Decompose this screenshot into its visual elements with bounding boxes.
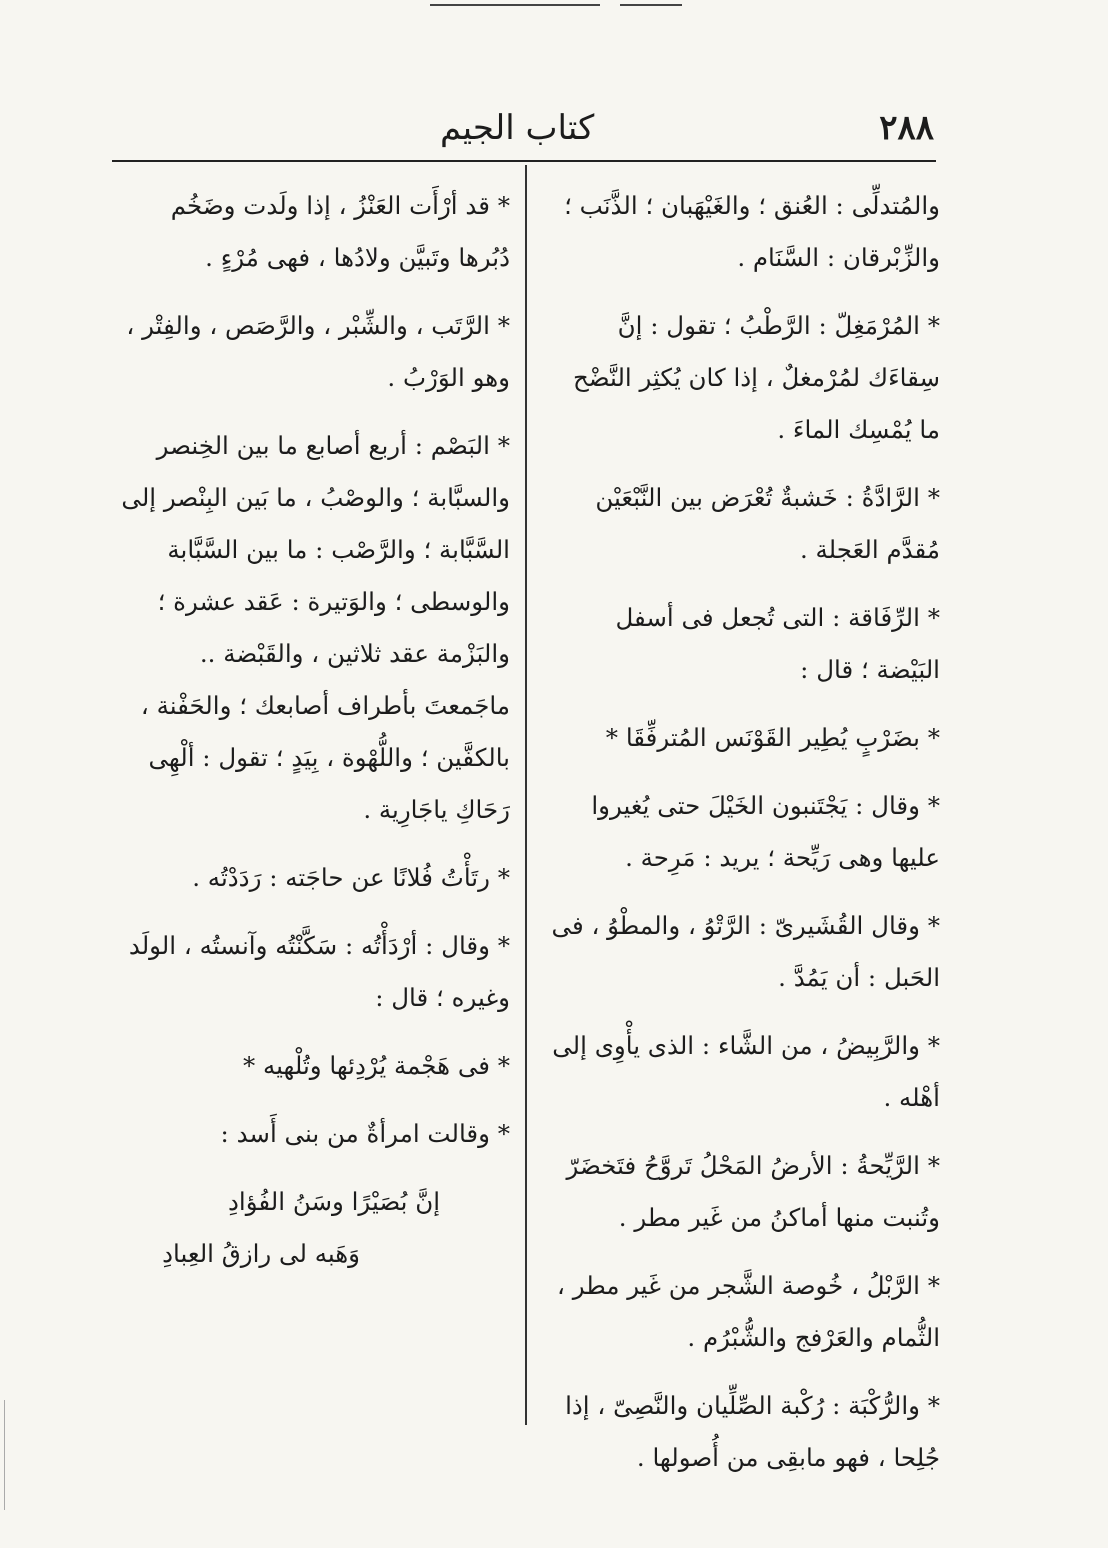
- poem-line: إنَّ بُصَيْرًا وسَنُ الفُؤادِ: [228, 1187, 440, 1216]
- entry-paragraph: * المُرْمَغِلّ : الرَّطْبُ ؛ تقول : إنَّ سِقاءَك لمُرْمغلٌ ، إذا كان يُكثِر النَّضْح ما يُمْسِك الماءَ .: [572, 311, 940, 444]
- entry-paragraph: * الرِّفَاقة : التى تُجعل فى أسفل البَيْضة ؛ قال :: [615, 603, 940, 684]
- entry-paragraph: * الرَّادَّةُ : خَشبةٌ تُعْرَض بين النَّبْعَيْن مُقدَّم العَجلة .: [595, 483, 940, 564]
- margin-line: [4, 1400, 5, 1510]
- entry-paragraph: * البَصْم : أربع أصابع ما بين الخِنصر والسبَّابة ؛ والوصْبُ ، ما بَين البِنْصر إلى السَّبَّابة ؛ والرَّصْب : ما بين السَّبَّابة والوسطى ؛ والوَتيرة : عَقد عشرة ؛ والبَزْمة عقد ثلاثين ، والقَبْضة .. ماجَمعتَ بأطراف أصابعك ؛ والحَفْنة ، بالكفَّين ؛ واللُّهْوة ، بِيَدٍ ؛ تقول : ألْهِى رَحَاكِ ياجَارِية .: [121, 431, 510, 824]
- column-divider: [525, 165, 527, 1425]
- page-number: ٢٨٨: [879, 108, 934, 148]
- header-rule: [112, 160, 936, 162]
- entry-paragraph: * والرُّكْبَة : رُكْبة الصِّلِّيان والنَّصِىّ ، إذا جُلِحا ، فهو مابقِى من أُصولها .: [565, 1391, 940, 1472]
- entry-paragraph: * فى هَجْمة يُرْدِئها وتُلْهيه *: [242, 1051, 510, 1080]
- left-column: [115, 180, 510, 1280]
- book-title: كتاب الجيم: [440, 108, 595, 148]
- entry-paragraph: والمُتدلِّى : العُنق ؛ والغَيْهَبان ؛ الذَّنَب ؛ والزِّبْرقان : السَّنَام .: [564, 191, 940, 272]
- top-edge-mark: [430, 4, 600, 6]
- entry-paragraph: * وقالت امرأةٌ من بنى أَسد :: [220, 1119, 510, 1148]
- top-edge-mark: [620, 4, 682, 6]
- entry-paragraph: * وقال : يَجْتَنبون الخَيْلَ حتى يُغيروا عليها وهى رَيِّحة ؛ يريد : مَرِحة .: [591, 791, 940, 872]
- entry-paragraph: * والرَّبِيضُ ، من الشَّاء : الذى يأْوِى إلى أهْله .: [552, 1031, 940, 1112]
- entry-paragraph: * قد أرْأَت العَنْزُ ، إذا ولَدت وضَخُم دُبُرها وتَبيَّن ولادُها ، فهى مُرْءٍ .: [170, 191, 510, 272]
- entry-paragraph: * الرَّتَب ، والشِّبْر ، والرَّصَص ، والفِتْر ، وهو الوَرْبُ .: [126, 311, 510, 392]
- entry-paragraph: * بضَرْبٍ يُطِير القَوْنَس المُترفِّقَا *: [605, 723, 940, 752]
- right-column: [545, 180, 940, 1500]
- entry-paragraph: * الرَّبْلُ ، خُوصة الشَّجر من غَير مطر ، الثُّمام والعَرْفج والشُّبْرُم .: [557, 1271, 940, 1352]
- entry-paragraph: * الرَّيِّحةُ : الأرضُ المَحْلُ تَروَّحُ فتَخضَرّ وتُنبت منها أماكنُ من غَير مطر .: [566, 1151, 940, 1232]
- entry-paragraph: * وقال القُشَيرىّ : الرَّتْوُ ، والمطْوُ ، فى الحَبل : أن يَمُدَّ .: [551, 911, 940, 992]
- entry-paragraph: * رتَأْتُ فُلانًا عن حاجَته : رَدَدْتُه .: [192, 863, 510, 892]
- entry-paragraph: * وقال : أرْدَأْتُه : سَكَّنْتُه وآنستُه ، الولَد وغيره ؛ قال :: [128, 931, 510, 1012]
- poem-line: وَهَبه لى رازقُ العِبادِ: [162, 1239, 360, 1268]
- running-header: [110, 100, 938, 160]
